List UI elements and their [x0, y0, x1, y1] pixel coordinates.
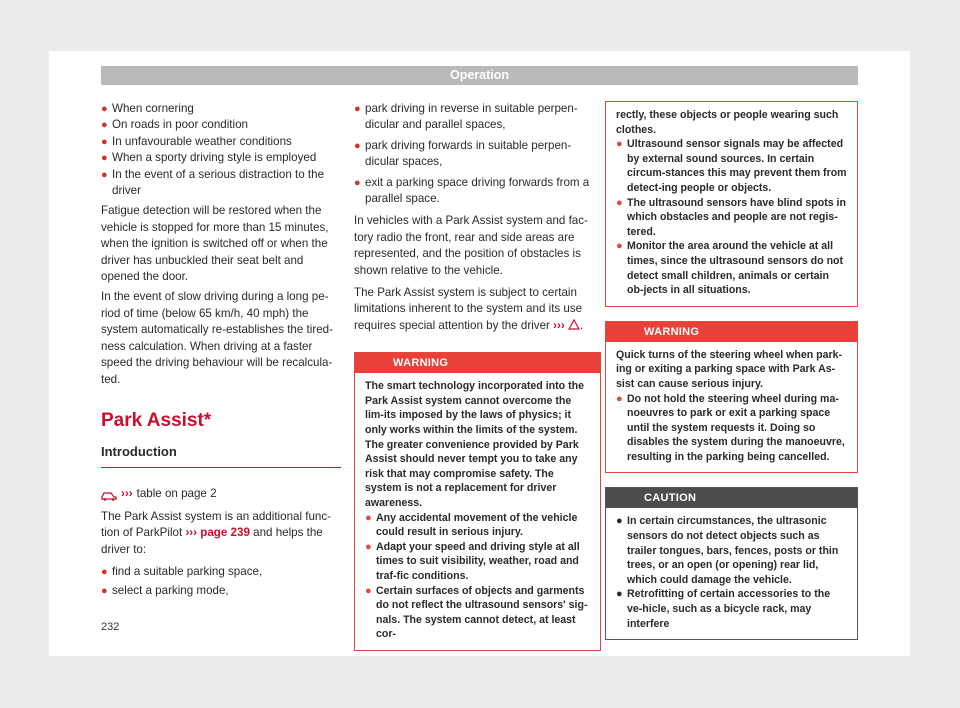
page-link[interactable]: ››› page 239: [185, 526, 250, 540]
list-item: ● Adapt your speed and driving style at all times to suit visibility, weather, road and traf-fic conditions.: [365, 540, 580, 582]
bullet-icon: ●: [101, 103, 108, 115]
bullet-icon: ●: [365, 511, 372, 524]
list-item: ● Retrofitting of certain accessories to the ve-hicle, such as a bicycle rack, may interfere: [616, 588, 831, 630]
warning-body: The smart technology incorporated into the Park Assist system cannot overcome the lim-its imposed by the laws of physics; it only works within the limits of the system. The greater convenience provided by Park Assist should never tempt you to take any risk that may compromise safety. The system is not a replacement for driver awareness. ● Any accidental movement of the vehicle could result in serious injury. ● Adapt your speed and driving style at all times to suit visibility, weather, road and traf-fic conditions. ● Certain surfaces of objects and garments do not reflect the ultrasound sensors' sig-nals. The system cannot detect, at least cor-: [355, 373, 600, 650]
list-item: ● Certain surfaces of objects and garments do not reflect the ultrasound sensors' sig-nals. The system cannot detect, at least cor-: [365, 584, 588, 641]
bullet-icon: ●: [101, 152, 108, 165]
bullet-icon: ●: [101, 565, 108, 578]
bullet-icon: ●: [616, 196, 623, 209]
table-reference-link[interactable]: [101, 486, 341, 502]
caution-box: [605, 487, 858, 640]
table-ref-text: table on page 2: [136, 487, 217, 501]
bullet-list-parking: [354, 101, 601, 207]
paragraph-park-assist-intro: The Park Assist system is an additional func-tion of ParkPilot ››› page 239 and helps the driver to:: [101, 509, 332, 556]
warning-link[interactable]: ›››: [553, 319, 580, 332]
caution-body: [606, 508, 857, 639]
bullet-icon: ●: [354, 176, 361, 189]
list-item: ● exit a parking space driving forwards from a parallel space.: [354, 175, 601, 208]
arrows: ›››: [121, 487, 133, 501]
bullet-icon: ●: [101, 168, 108, 181]
warning-box: [354, 352, 601, 651]
column-2: [354, 101, 601, 651]
paragraph-fatigue-restore: Fatigue detection will be restored when the vehicle is stopped for more than 15 minutes, when the ignition is switched off or when the driver has unbuckled their seat belt and opened the door.: [101, 204, 329, 284]
warning-box-2: [605, 321, 858, 474]
bullet-list-conditions: [101, 101, 341, 199]
paragraph-limitations: The Park Assist system is subject to certain limitations inherent to the system and its use requires special attention by the driver ››› .: [354, 286, 584, 332]
bullet-icon: ●: [101, 119, 108, 132]
bullet-icon: ●: [354, 139, 361, 152]
list-item: ● When a sporty driving style is employed: [101, 150, 341, 166]
caution-header: CAUTION: [606, 488, 857, 508]
list-item: ● Monitor the area around the vehicle at all times, since the ultrasound sensors do not detect small children, animals or certain ob-jects in all situations.: [616, 240, 844, 297]
page-number: 232: [101, 621, 120, 633]
column-1: [101, 101, 341, 600]
bullet-icon: ●: [365, 584, 372, 597]
list-item: ● When cornering: [101, 101, 341, 117]
list-item: ● Any accidental movement of the vehicle could result in serious injury.: [365, 511, 578, 539]
bullet-icon: ●: [616, 240, 623, 253]
bullet-icon: ●: [616, 588, 623, 601]
page-header: Operation: [101, 66, 858, 85]
list-item: ● In unfavourable weather conditions: [101, 134, 341, 150]
bullet-icon: ●: [616, 515, 623, 528]
warning-body: rectly, these objects or people wearing such clothes. ● Ultrasound sensor signals may be affected by external sound sources. In certain circum-stances this may prevent them from detect-ing people or objects. ● The ultrasound sensors have blind spots in which obstacles and people are not regis-tered. ● Monitor the area around the vehicle at all times, since the ultrasound sensors do not detect small children, animals or certain ob-jects in all situations.: [616, 109, 847, 297]
list-item: ● The ultrasound sensors have blind spots in which obstacles and people are not regis-tered.: [616, 196, 846, 238]
column-3: [605, 101, 858, 640]
bullet-icon: ●: [101, 135, 108, 148]
bullet-icon: ●: [354, 103, 361, 115]
manual-page: [49, 51, 910, 656]
list-item: ● Ultrasound sensor signals may be affected by external sound sources. In certain circum-stances this may prevent them from detect-ing people or objects.: [616, 138, 847, 194]
bullet-icon: ●: [616, 392, 623, 405]
warning-body: Quick turns of the steering wheel when park-ing or exiting a parking space with Park As-sist can cause serious injury. ● Do not hold the steering wheel during ma-noeuvres to park or exit a parking space until the system requests it. Doing so disables the system during the manoeuvre, resulting in the parking being cancelled.: [606, 342, 857, 473]
warning-triangle-icon: [568, 319, 580, 330]
warning-header: WARNING: [355, 353, 600, 373]
warning-header: WARNING: [606, 322, 857, 342]
subsection-title: Introduction: [101, 444, 341, 468]
section-title: Park Assist*: [101, 409, 212, 431]
bullet-list-helps: [101, 564, 341, 600]
bullet-icon: ●: [365, 540, 372, 553]
paragraph-slow-driving: In the event of slow driving during a long pe-riod of time (below 65 km/h, 40 mph) the system automatically re-establishes the tired-ness calculation. When driving at a faster speed the driving behaviour will be recalcula-ted.: [101, 290, 333, 386]
list-item: ● select a parking mode,: [101, 583, 341, 599]
list-item: ● On roads in poor condition: [101, 117, 341, 133]
list-item: ● In certain circumstances, the ultrasonic sensors do not detect objects such as trailer tongues, bars, fences, posts or thin trees, or an open (or opening) rear lid, which could damage the vehicle.: [616, 515, 839, 586]
bullet-icon: ●: [616, 138, 623, 151]
warning-box-continued: [605, 101, 858, 307]
car-parking-icon: [101, 489, 117, 501]
list-item: ● In the event of a serious distraction to the driver: [101, 167, 341, 200]
list-item: ● park driving forwards in suitable perpen-dicular spaces,: [354, 138, 601, 171]
bullet-icon: ●: [101, 585, 108, 598]
list-item: ● find a suitable parking space,: [101, 564, 341, 580]
paragraph-radio: In vehicles with a Park Assist system and fac-tory radio the front, rear and side areas are represented, and the position of obstacles is shown relative to the vehicle.: [354, 214, 588, 277]
list-item: ● park driving in reverse in suitable perpen-dicular and parallel spaces,: [354, 101, 601, 134]
list-item: ● Do not hold the steering wheel during ma-noeuvres to park or exit a parking space until the system requests it. Doing so disables the system during the manoeuvre, resulting in the parking being cancelled.: [616, 392, 845, 463]
